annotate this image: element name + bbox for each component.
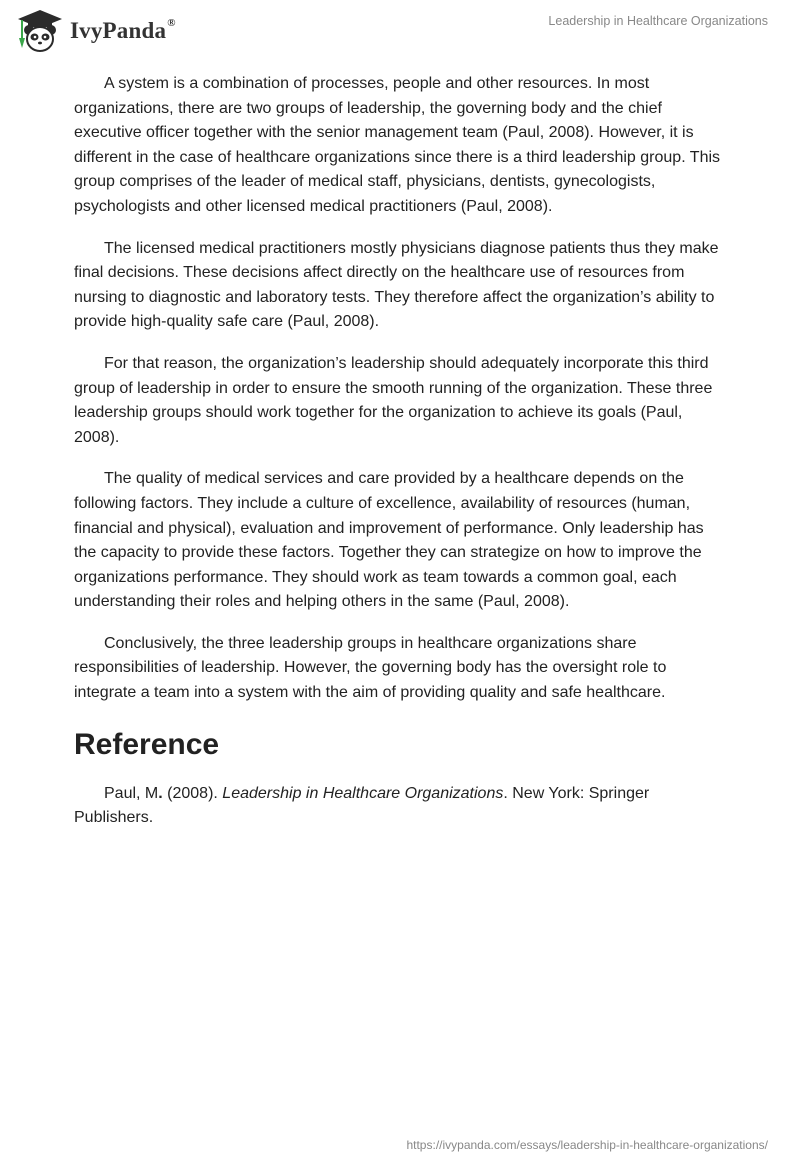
page-header bbox=[0, 0, 800, 64]
ivypanda-logo[interactable] bbox=[14, 8, 176, 54]
reference-title: Leadership in Healthcare Organizations bbox=[222, 784, 504, 802]
reference-publisher: . New York: Springer Publishers. bbox=[74, 784, 650, 827]
paragraph: Conclusively, the three leadership groups in healthcare organizations share responsibilities of leadership. However, the governing body has the oversight role to integrate a team into a system with the aim of providing quality and safe healthcare. bbox=[74, 634, 667, 702]
reference-year: (2008). bbox=[162, 784, 223, 802]
source-url-link[interactable]: https://ivypanda.com/essays/leadership-in-healthcare-organizations/ bbox=[406, 1138, 768, 1152]
panda-graduate-icon bbox=[14, 8, 66, 54]
paragraph: For that reason, the organization’s leadership should adequately incorporate this third group of leadership in order to ensure the smooth running of the organization. These three leadership groups should work together for the organization to achieve its goals (Paul, 2008). bbox=[74, 354, 713, 446]
paragraph: The licensed medical practitioners mostly physicians diagnose patients thus they make final decisions. These decisions affect directly on the healthcare use of resources from nursing to diagnostic and laboratory tests. They therefore affect the organization’s ability to provide high-quality safe care (Paul, 2008). bbox=[74, 239, 719, 331]
paragraph: A system is a combination of processes, people and other resources. In most organizations, there are two groups of leadership, the governing body and the chief executive officer together with the senior management team (Paul, 2008). However, it is different in the case of healthcare organizations since there is a third leadership group. This group comprises of the leader of medical staff, physicians, dentists, gynecologists, psychologists and other licensed medical practitioners (Paul, 2008). bbox=[74, 75, 721, 215]
brand-name: IvyPanda® bbox=[70, 17, 176, 43]
paragraph: The quality of medical services and care provided by a healthcare depends on the following factors. They include a culture of excellence, availability of resources (human, financial and physical), evaluation and improvement of performance. Only leadership has the capacity to provide these factors. Together they can strategize on how to improve the organizations performance. They should work as team towards a common goal, each understanding their roles and helping others in the same (Paul, 2008). bbox=[74, 470, 704, 611]
reference-author-period: . bbox=[158, 784, 163, 802]
reference-entry bbox=[74, 782, 730, 831]
reference-author: Paul, M bbox=[104, 784, 159, 802]
document-title: Leadership in Healthcare Organizations bbox=[548, 14, 768, 28]
reference-heading: Reference bbox=[74, 727, 220, 761]
essay-content bbox=[74, 72, 730, 831]
